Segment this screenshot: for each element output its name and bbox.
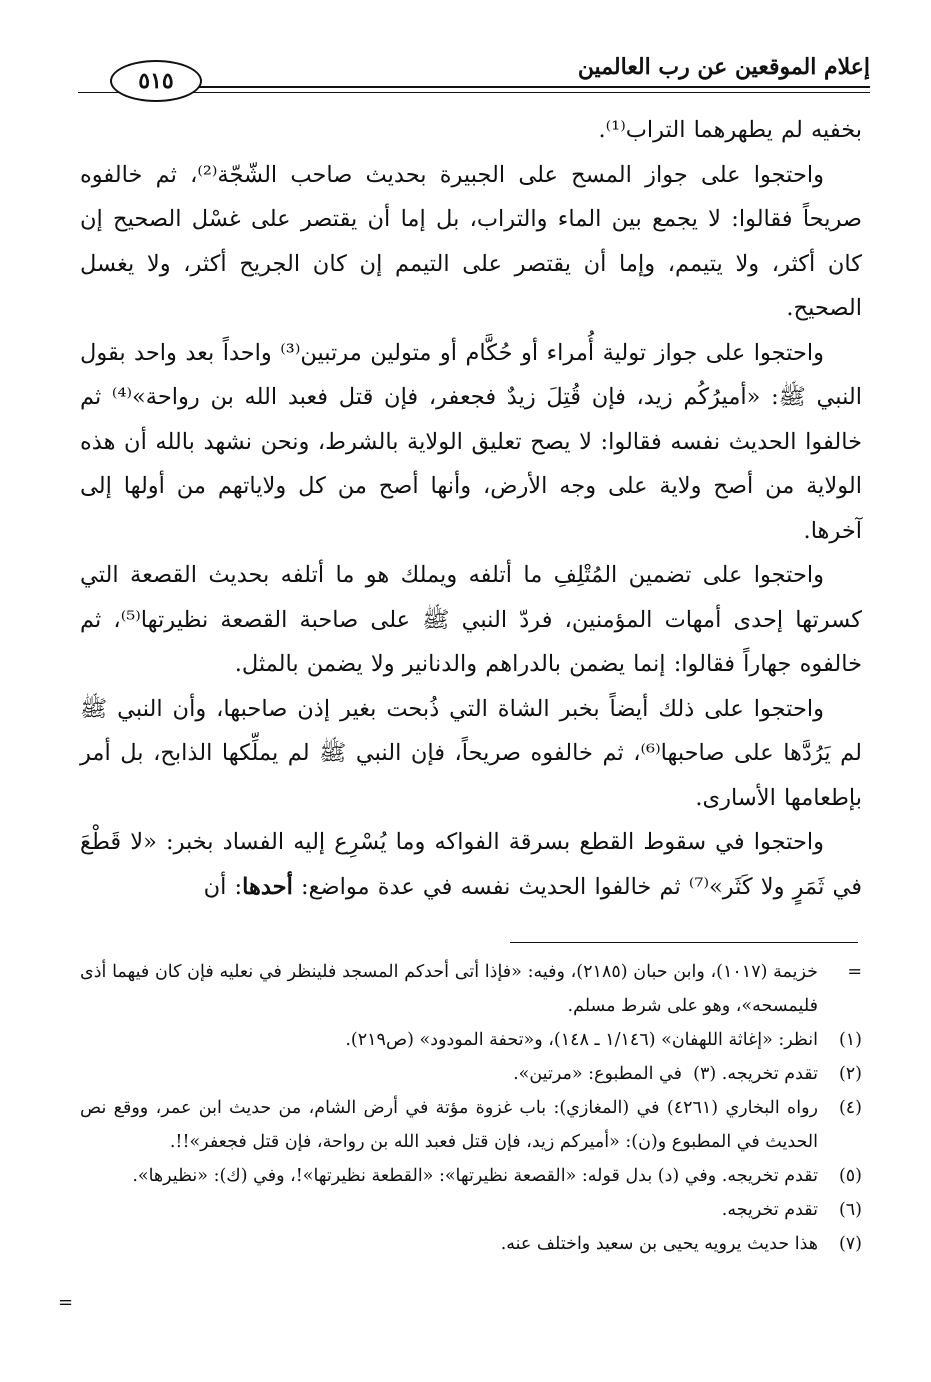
footnote-mark: =	[847, 962, 862, 982]
page-number-badge	[110, 60, 202, 102]
continuation-mark: =	[58, 1292, 74, 1313]
footnote-separator	[510, 942, 858, 943]
footnote	[80, 1159, 862, 1193]
footnote-mark: (١)	[838, 1030, 862, 1050]
footnote	[80, 1193, 862, 1227]
paragraph: واحتجوا على جواز المسح على الجبيرة بحديث صاحب الشّجّة⁽²⁾، ثم خالفوه صريحاً فقالوا: لا يجمع بين الماء والتراب، بل إما أن يقتصر على غسْل الصحيح إن كان أكثر، ولا يتيمم، وإما أن يقتصر على التيمم إن كان الجريح أكثر، ولا يغسل الصحيح.	[80, 161, 862, 321]
footnote-text: خزيمة (١٠١٧)، وابن حبان (٢١٨٥)، وفيه: «فإذا أتى أحدكم المسجد فلينظر في نعليه فإن كان فيهما أذى فليمسحه»، وهو على شرط مسلم.	[80, 962, 818, 1016]
footnote-text: هذا حديث يرويه يحيى بن سعيد واختلف عنه.	[500, 1234, 818, 1254]
footnote-mark: (٦)	[838, 1200, 862, 1220]
bold-term: أحدها	[242, 873, 293, 900]
footnote-text-part: في المطبوع: «مرتين».	[513, 1064, 682, 1084]
paragraph-text: واحتجوا في سقوط القطع بسرقة الفواكه وما يُسْرِع إليه الفساد بخبر: «لا قَطْعَ في ثَمَرٍ ولا كَثَر»⁽⁷⁾ ثم خالفوا الحديث نفسه في عدة مواضع:	[80, 829, 862, 900]
running-title: إعلام الموقعين عن رب العالمين	[577, 54, 870, 80]
footnotes	[80, 955, 862, 1261]
footnote-text-part: تقدم تخريجه.	[721, 1064, 818, 1084]
footnote-text: رواه البخاري (٤٢٦١) في (المغازي): باب غزوة مؤتة في أرض الشام، من حديث ابن عمر، ووقع نص الحديث في المطبوع و(ن): «أميركم زيد، فإن قتل فعبد الله بن رواحة، فإن قتل فجعفر»!!.	[80, 1098, 818, 1152]
paragraph: واحتجوا على جواز تولية أُمراء أو حُكَّام أو متولين مرتبين⁽³⁾ واحداً بعد واحد بقول النبي ﷺ: «أميرُكُم زيد، فإن قُتِلَ زيدٌ فجعفر، فإن قتل فعبد الله بن رواحة»⁽⁴⁾ ثم خالفوا الحديث نفسه فقالوا: لا يصح تعليق الولاية بالشرط، ونحن نشهد بالله أن هذه الولاية من أصح ولاية على وجه الأرض، وأنها أصح من كل ولاياتهم من أولها إلى آخرها.	[80, 339, 862, 544]
paragraph: بخفيه لم يطهرهما التراب⁽¹⁾.	[598, 117, 862, 143]
footnote-text	[80, 1057, 818, 1091]
footnote-text: تقدم تخريجه. وفي (د) بدل قوله: «القصعة نظيرتها»: «القطعة نظيرتها»!، وفي (ك): «نظيرها».	[132, 1166, 818, 1186]
footnote-mark: (٤)	[838, 1098, 862, 1118]
paragraph	[80, 820, 862, 909]
footnote-inline	[513, 1057, 716, 1091]
footnote-mark: (٧)	[838, 1234, 862, 1254]
footnote-mark: (٥)	[838, 1166, 862, 1186]
paragraph: واحتجوا على تضمين المُتْلِفِ ما أتلفه ويملك هو ما أتلفه بحديث القصعة التي كسرتها إحدى أمهات المؤمنين، فردّ النبي ﷺ على صاحبة القصعة نظيرتها⁽⁵⁾، ثم خالفوه جهاراً فقالوا: إنما يضمن بالدراهم والدنانير ولا يضمن بالمثل.	[80, 562, 862, 677]
page-number: ٥١٥	[138, 68, 174, 94]
paragraph-text: : أن	[203, 873, 243, 900]
footnote-text: تقدم تخريجه.	[721, 1200, 818, 1220]
paragraph: واحتجوا على ذلك أيضاً بخبر الشاة التي ذُبحت بغير إذن صاحبها، وأن النبي ﷺ لم يَرُدَّها على صاحبها⁽⁶⁾، ثم خالفوه صريحاً، فإن النبي ﷺ لم يملِّكها الذابح، بل أمر بإطعامها الأسارى.	[80, 695, 862, 811]
footnote-mark: (٣)	[693, 1064, 717, 1084]
footnote	[80, 1023, 862, 1057]
footnote-mark: (٢)	[838, 1064, 862, 1084]
footnote	[80, 1091, 862, 1159]
footnote	[80, 955, 862, 1023]
page-header	[78, 52, 870, 102]
footnote	[80, 1227, 862, 1261]
main-text	[80, 108, 862, 909]
header-rule-thin	[78, 92, 870, 93]
footnote	[80, 1057, 862, 1091]
footnote-text: انظر: «إغاثة اللهفان» (١/١٤٦ ـ ١٤٨)، و«تحفة المودود» (ص٢١٩).	[345, 1030, 818, 1050]
header-rule	[193, 86, 870, 88]
